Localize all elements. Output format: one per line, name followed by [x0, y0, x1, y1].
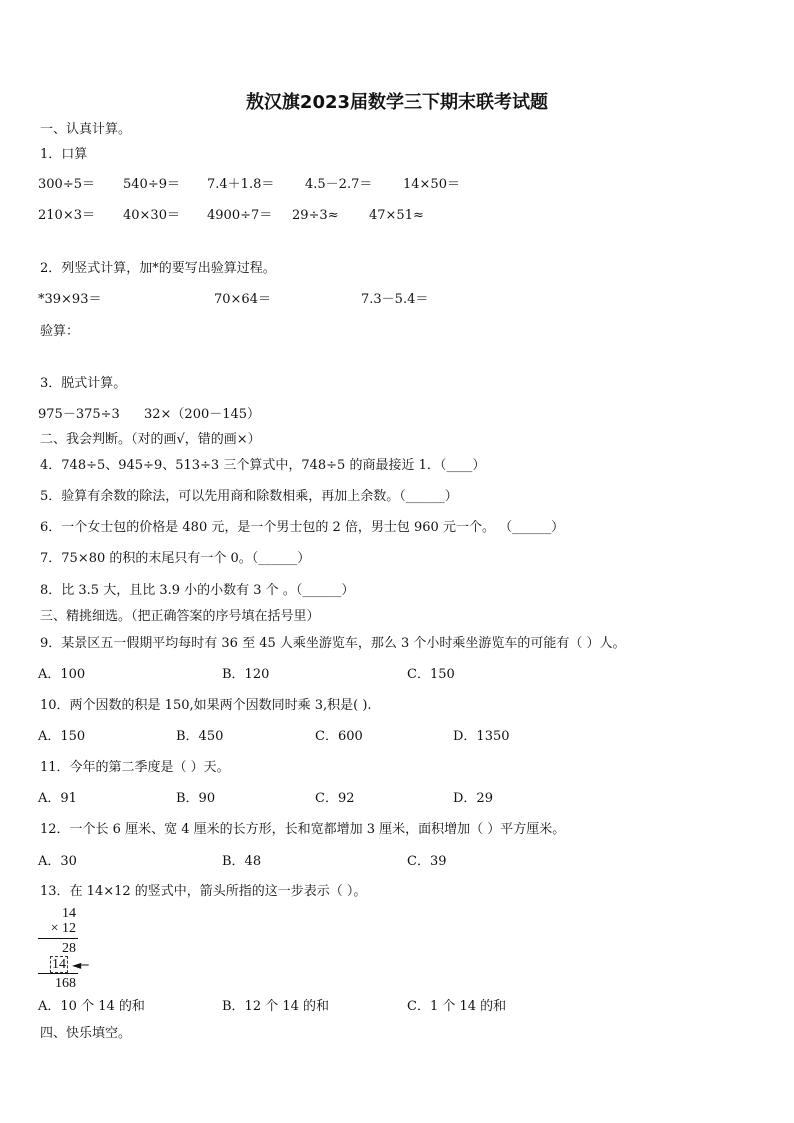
- vertical-multiplication: [38, 906, 94, 992]
- option-b: B．90: [176, 791, 216, 806]
- multiplier: × 12: [50, 921, 76, 936]
- vertical-calc-item: 7.3－5.4＝: [361, 292, 429, 307]
- q11-stem: 11．今年的第二季度是（ ）天。: [40, 760, 230, 775]
- highlighted-step: 14: [52, 957, 66, 972]
- arrow-left-icon: ◄─: [72, 958, 89, 972]
- section-3-heading: 三、精挑细选。（把正确答案的序号填在括号里）: [40, 609, 320, 624]
- option-c: C．1 个 14 的和: [407, 999, 507, 1014]
- option-b: B．120: [222, 667, 270, 682]
- q13-stem: 13．在 14×12 的竖式中，箭头所指的这一步表示（ ）。: [40, 884, 367, 899]
- judge-question: 8．比 3.5 大，且比 3.9 小的小数有 3 个 。（______）: [40, 583, 355, 598]
- q9-stem: 9．某景区五一假期平均每时有 36 至 45 人乘坐游览车，那么 3 个小时乘坐游览车的可能有（ ）人。: [40, 636, 626, 651]
- oral-calc-item: 4.5－2.7＝: [305, 177, 373, 192]
- stepwise-calc-item: 975－375÷3: [38, 407, 120, 422]
- judge-question: 5．验算有余数的除法，可以先用商和除数相乘，再加上余数。（______）: [40, 489, 458, 504]
- option-a: A．10 个 14 的和: [38, 999, 145, 1014]
- oral-calc-item: 7.4＋1.8＝: [207, 177, 275, 192]
- judge-question: 7．75×80 的积的末尾只有一个 0。（______）: [40, 551, 311, 566]
- option-a: A．91: [38, 791, 77, 806]
- vertical-calc-item: *39×93＝: [38, 292, 102, 307]
- oral-calc-item: 14×50＝: [403, 177, 460, 192]
- oral-calc-item: 29÷3≈: [292, 208, 339, 223]
- oral-calc-item: 4900÷7＝: [207, 208, 273, 223]
- section-4-heading: 四、快乐填空。: [40, 1026, 132, 1041]
- option-a: A．150: [38, 729, 86, 744]
- option-b: B．450: [176, 729, 224, 744]
- option-d: D．29: [453, 791, 493, 806]
- oral-calc-item: 210×3＝: [38, 208, 95, 223]
- judge-question: 4．748÷5、945÷9、513÷3 三个算式中，748÷5 的商最接近 1．（____）: [40, 458, 486, 473]
- q2-label: 2．列竖式计算，加*的要写出验算过程。: [40, 261, 276, 276]
- q3-label: 3．脱式计算。: [40, 376, 127, 391]
- partial-product-2: [50, 957, 68, 972]
- stepwise-calc-item: 32×（200－145）: [144, 407, 261, 422]
- q12-stem: 12．一个长 6 厘米、宽 4 厘米的长方形，长和宽都增加 3 厘米，面积增加（ ）平方厘米。: [40, 822, 566, 837]
- option-a: A．30: [38, 854, 77, 869]
- check-label: 验算：: [40, 324, 80, 339]
- oral-calc-item: 40×30＝: [123, 208, 180, 223]
- section-2-heading: 二、我会判断。（对的画√，错的画×）: [40, 432, 261, 447]
- oral-calc-item: 47×51≈: [369, 208, 424, 223]
- q1-label: 1．口算: [40, 147, 88, 162]
- oral-calc-item: 540÷9＝: [123, 177, 180, 192]
- multiplicand: 14: [62, 906, 76, 921]
- option-c: C．92: [315, 791, 355, 806]
- option-a: A．100: [38, 667, 86, 682]
- vertical-rule: [38, 973, 78, 974]
- section-1-heading: 一、认真计算。: [40, 122, 132, 137]
- partial-product-1: 28: [62, 941, 76, 956]
- option-b: B．48: [222, 854, 262, 869]
- option-b: B．12 个 14 的和: [222, 999, 330, 1014]
- option-d: D．1350: [453, 729, 510, 744]
- q10-stem: 10．两个因数的积是 150,如果两个因数同时乘 3,积是( ).: [40, 698, 372, 713]
- option-c: C．150: [407, 667, 455, 682]
- product-result: 168: [55, 976, 76, 991]
- vertical-rule: [38, 938, 78, 939]
- vertical-calc-item: 70×64＝: [214, 292, 271, 307]
- oral-calc-item: 300÷5＝: [38, 177, 95, 192]
- option-c: C．600: [315, 729, 363, 744]
- option-c: C．39: [407, 854, 447, 869]
- judge-question: 6．一个女士包的价格是 480 元，是一个男士包的 2 倍，男士包 960 元一个。 （______）: [40, 520, 565, 535]
- page-title: 敖汉旗2023届数学三下期末联考试题: [245, 92, 549, 113]
